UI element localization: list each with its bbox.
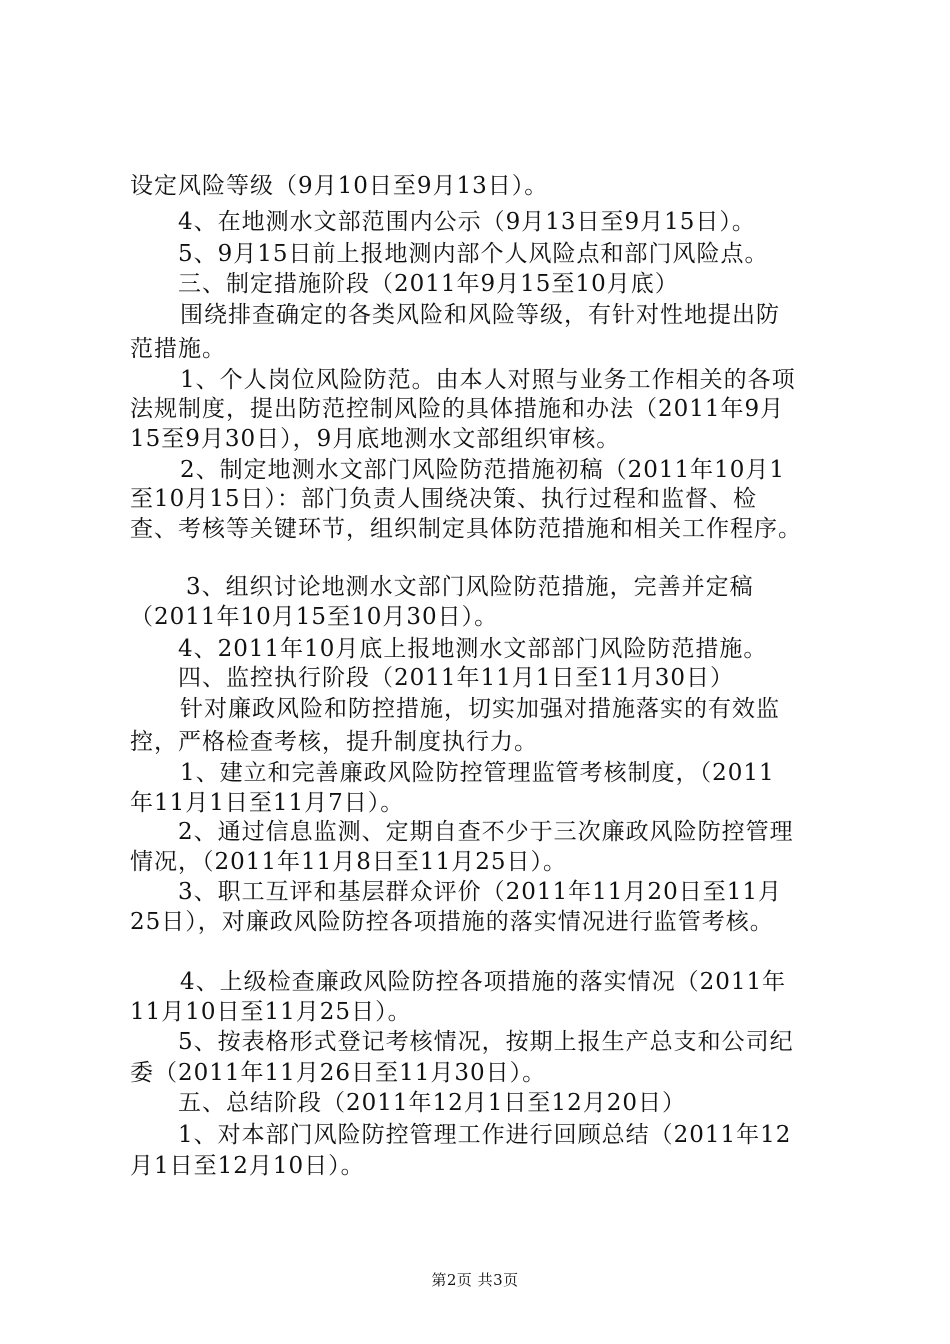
text-line: 2、通过信息监测、定期自查不少于三次廉政风险防控管理 [178,819,794,845]
text-line: 5、按表格形式登记考核情况，按期上报生产总支和公司纪 [178,1029,794,1055]
text-line: 情况，（2011年11月8日至11月25日）。 [130,849,567,875]
text-line: 11月10日至11月25日）。 [130,999,412,1025]
text-line: （2011年10月15至10月30日）。 [130,604,499,630]
text-line: 1、对本部门风险防控管理工作进行回顾总结（2011年12 [178,1122,792,1148]
section-heading: 三、制定措施阶段（2011年9月15至10月底） [178,271,679,297]
text-line: 查、考核等关键环节，组织制定具体防范措施和相关工作程序。 [130,516,802,542]
text-line: 3、职工互评和基层群众评价（2011年11月20日至11月 [178,879,782,905]
text-line: 委（2011年11月26日至11月30日）。 [130,1060,547,1086]
text-line: 设定风险等级（9月10日至9月13日）。 [130,173,549,199]
text-line: 围绕排查确定的各类风险和风险等级，有针对性地提出防 [180,302,780,328]
text-line: 4、在地测水文部范围内公示（9月13日至9月15日）。 [178,209,756,235]
text-line: 范措施。 [130,336,226,362]
text-line: 法规制度，提出防范控制风险的具体措施和办法（2011年9月 [130,396,785,422]
text-line: 针对廉政风险和防控措施，切实加强对措施落实的有效监 [180,696,780,722]
text-line: 2、制定地测水文部门风险防范措施初稿（2011年10月1 [180,457,786,483]
text-line: 25日），对廉政风险防控各项措施的落实情况进行监管考核。 [130,909,774,935]
section-heading: 五、总结阶段（2011年12月1日至12月20日） [178,1090,686,1116]
text-line: 至10月15日）：部门负责人围绕决策、执行过程和监督、检 [130,486,758,512]
text-line: 控，严格检查考核，提升制度执行力。 [130,729,538,755]
section-heading: 四、监控执行阶段（2011年11月1日至11月30日） [178,665,734,691]
text-line: 4、上级检查廉政风险防控各项措施的落实情况（2011年 [180,969,787,995]
text-line: 5、9月15日前上报地测内部个人风险点和部门风险点。 [178,241,769,267]
text-line: 3、组织讨论地测水文部门风险防范措施，完善并定稿 [186,574,754,600]
text-line: 月1日至12月10日）。 [130,1153,365,1179]
page-number-footer: 第2页 共3页 [431,1271,519,1289]
text-line: 年11月1日至11月7日）。 [130,790,405,816]
text-line: 4、2011年10月底上报地测水文部部门风险防范措施。 [178,636,768,662]
text-line: 1、个人岗位风险防范。由本人对照与业务工作相关的各项 [180,367,796,393]
text-line: 1、建立和完善廉政风险防控管理监管考核制度，（2011 [180,760,775,786]
text-line: 15至9月30日），9月底地测水文部组织审核。 [130,426,621,452]
